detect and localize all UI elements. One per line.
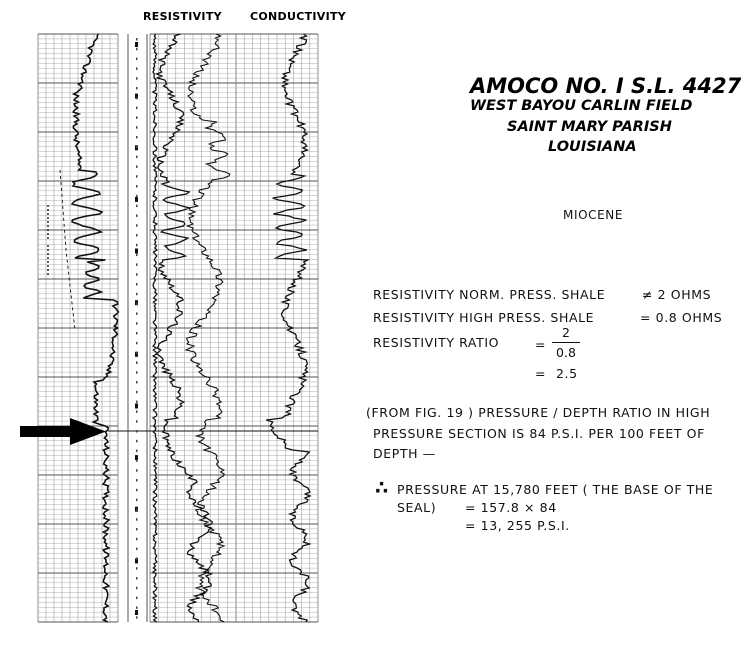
depth-marker xyxy=(135,42,138,47)
depth-dash xyxy=(136,567,138,570)
depth-dash xyxy=(136,48,138,51)
parish-name: SAINT MARY PARISH xyxy=(507,119,672,135)
depth-dash xyxy=(136,548,138,551)
depth-dash xyxy=(136,283,138,286)
norm-press-value: ≠ 2 OHMS xyxy=(642,287,712,302)
depth-dash xyxy=(136,97,138,100)
high-press-label: RESISTIVITY HIGH PRESS. SHALE xyxy=(373,310,595,325)
depth-dash xyxy=(136,587,138,590)
depth-dash xyxy=(136,459,138,462)
depth-dash xyxy=(136,577,138,580)
depth-dash xyxy=(136,273,138,276)
depth-dash xyxy=(136,361,138,364)
depth-dash xyxy=(136,557,138,560)
depth-marker xyxy=(135,197,138,202)
depth-dash xyxy=(136,244,138,247)
depth-dash xyxy=(136,195,138,198)
gradient-note-line3: DEPTH — xyxy=(373,446,436,461)
depth-dash xyxy=(136,469,138,472)
depth-dash xyxy=(136,401,138,404)
norm-press-label: RESISTIVITY NORM. PRESS. SHALE xyxy=(373,287,606,302)
ratio-numerator: 2 xyxy=(562,325,570,340)
formation-label: MIOCENE xyxy=(563,208,624,222)
depth-dash xyxy=(136,391,138,394)
gradient-note-line2: PRESSURE SECTION IS 84 P.S.I. PER 100 FEET OF xyxy=(373,426,705,441)
depth-dash xyxy=(136,606,138,609)
depth-dash xyxy=(136,126,138,129)
well-title: AMOCO NO. I S.L. 4427 xyxy=(470,74,742,98)
ratio-equals: = xyxy=(535,337,547,352)
field-name: WEST BAYOU CARLIN FIELD xyxy=(470,98,693,114)
gradient-note-line1: (FROM FIG. 19 ) PRESSURE / DEPTH RATIO IN HIGH xyxy=(366,405,711,420)
resistivity-header: RESISTIVITY xyxy=(143,10,222,23)
ratio-result: 2.5 xyxy=(556,366,578,381)
result-equals: = xyxy=(535,366,547,381)
pressure-calc-line1: PRESSURE AT 15,780 FEET ( THE BASE OF THE xyxy=(397,482,714,497)
depth-dash xyxy=(136,146,138,149)
depth-dash xyxy=(136,38,138,41)
conductivity-header: CONDUCTIVITY xyxy=(250,10,347,23)
depth-dash xyxy=(136,136,138,139)
depth-dash xyxy=(136,322,138,325)
depth-dash xyxy=(136,67,138,70)
pressure-calc-line2: SEAL) xyxy=(397,500,437,515)
depth-dash xyxy=(136,87,138,90)
depth-dash xyxy=(136,214,138,217)
depth-dash xyxy=(136,538,138,541)
depth-dash xyxy=(136,381,138,384)
depth-dash xyxy=(136,616,138,619)
depth-dash xyxy=(136,499,138,502)
depth-dash xyxy=(136,165,138,168)
depth-dash xyxy=(136,430,138,433)
high-press-value: = 0.8 OHMS xyxy=(640,310,723,325)
depth-dash xyxy=(136,440,138,443)
depth-marker xyxy=(135,404,138,409)
depth-dash xyxy=(136,263,138,266)
depth-dash xyxy=(136,58,138,61)
depth-dash xyxy=(136,116,138,119)
pressure-calc-multiply: = 157.8 × 84 xyxy=(465,500,557,515)
depth-dash xyxy=(136,156,138,159)
depth-scale xyxy=(135,38,138,619)
depth-dash xyxy=(136,332,138,335)
depth-dash xyxy=(136,303,138,306)
depth-dash xyxy=(136,410,138,413)
depth-marker xyxy=(135,455,138,460)
depth-dash xyxy=(136,450,138,453)
depth-dash xyxy=(136,175,138,178)
depth-dash xyxy=(136,597,138,600)
depth-marker xyxy=(135,249,138,254)
depth-dash xyxy=(136,528,138,531)
ratio-denominator: 0.8 xyxy=(556,345,576,360)
depth-dash xyxy=(136,234,138,237)
depth-dash xyxy=(136,508,138,511)
depth-dash xyxy=(136,254,138,257)
depth-dash xyxy=(136,185,138,188)
pressure-calc-result: = 13, 255 P.S.I. xyxy=(465,518,570,533)
state-name: LOUISIANA xyxy=(548,139,637,155)
ratio-label: RESISTIVITY RATIO xyxy=(373,335,500,350)
depth-dash xyxy=(136,342,138,345)
therefore-icon: ∴ xyxy=(375,477,389,499)
depth-dash xyxy=(136,489,138,492)
depth-dash xyxy=(136,224,138,227)
depth-dash xyxy=(136,107,138,110)
depth-dash xyxy=(136,518,138,521)
depth-dash xyxy=(136,371,138,374)
fraction-bar xyxy=(552,342,580,343)
depth-dash xyxy=(136,77,138,80)
depth-dash xyxy=(136,420,138,423)
depth-dash xyxy=(136,352,138,355)
depth-marker xyxy=(135,610,138,615)
depth-dash xyxy=(136,479,138,482)
depth-dash xyxy=(136,312,138,315)
depth-dash xyxy=(136,293,138,296)
depth-dash xyxy=(136,205,138,208)
